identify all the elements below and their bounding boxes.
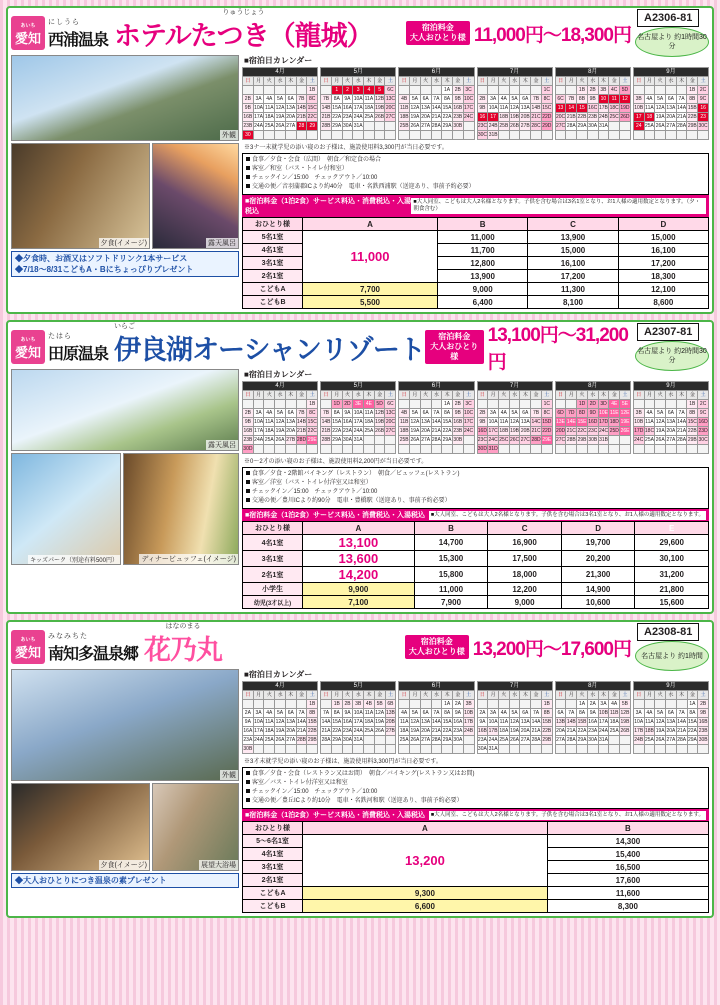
price-label: 宿泊料金 大人おひとり様 (425, 330, 484, 364)
table-row: 5名1室 11,000 11,000 13,900 15,000 (243, 231, 709, 244)
table-row: 4名1室 11,700 15,000 16,100 (243, 244, 709, 257)
prefecture-badge: あいち 愛知 (11, 16, 45, 50)
price-block (425, 320, 631, 374)
hotel-name-box: りゅうじょう ホテルたつき（龍城） (114, 8, 373, 51)
prefecture-badge: あいち 愛知 (11, 330, 45, 364)
calendar-august: 8月 日 月 火 水 木 金 土 1A 2A 3A 4A 5B 6A 7A 8A 9A 10B 11B 12B 13B 14B 15B 16A 17A 18A 19B 20A 21A 22A 23A 24A 25A 26B 27A 28A 29A 30A 31A (555, 681, 631, 754)
calendar-september: 9月 日 月 火 水 木 金 土 1B 2C 3B 4A 5A 6A 7A 8B 9C 10B 11A 12A 13A 14A 15B 16 17 18 19A 20A 21A 22B 23 24 25A 26A 27A 28A 29B 30C (633, 67, 709, 140)
price-range: 13,100円〜31,200円 (487, 325, 628, 373)
calendar-may: 5月 日 月 火 水 木 金 土 1D 2D 3E 4E 5D 6C 7B 8A 9A 10A 11A 12B 13C 14B 15A 16A 17A 18A 19B 20C 21B 22A 23A 24A 25A 26B 27C 28B 29A 30A 31A (320, 381, 396, 454)
access-bubble: 名古屋より 約1時間30分 (635, 27, 709, 57)
price-range: 13,200円〜17,600円 (472, 638, 631, 660)
photo-dinner: 夕食(イメージ) (11, 783, 150, 871)
table-row: 2名1室 17,600 (243, 874, 709, 887)
photo-grid-1 (11, 143, 239, 249)
calendar-april: 4月 日 月 火 水 木 金 土 1B 2B 3A 4A 5A 6A 7B 8C 9B 10A 11A 12A 13A 14B 15C 16B 17A 18A 19A 20A 21B 22C 23B 24A 25A 26A 27B 28D 29E 30D (243, 383, 317, 452)
photo-exterior: 外観 (11, 669, 239, 781)
calendar-august: 8月 日 月 火 水 木 金 土 1D 2D 3D 4E 5E 6D 7D 8D 9D 10E 11E 12E 13E 14E 15E 16D 17D 18D 19E 20D 21C 22C 23C 24C 25D 26E 27C 28B 29B 30B 31B (555, 381, 631, 454)
price-range: 11,000円〜18,300円 (473, 24, 631, 46)
facility-info: 食事／夕食・会食（広間） 朝食／和定食の場合 客室／和室（バス・トイレ付和室） チェックイン／15:00 チェックアウト／10:00 交通の便／音羽蒲郡ICより約40分 電車・名鉄西浦駅（送迎あり、事前予約必要） (242, 153, 709, 195)
plan-code: A2306-81 (637, 9, 699, 27)
access-bubble: 名古屋より 約1時間 (635, 641, 709, 671)
table-row: 2名1室 14,200 15,800 18,000 21,300 31,200 (243, 567, 709, 583)
calendar-july: 7月 日 月 火 水 木 金 土 1C 2B 3A 4A 5A 6A 7B 8C 9B 10A 11A 12A 13A 14C 15D 16D 17C 18B 19B 20B 21C 22D 23C 24C 25C 26C 27C 28D 29E 30D 31D (477, 383, 552, 452)
calendar-june: 6月 日 月 火 水 木 金 土 1A 2B 3C 4B 5A 6A 7A 8A 9B 10C 11B 12A 13A 14A 15A 16B 17C 18B 19A 20A 21A 22A 23B 24C 25B 26A 27A 28A 29A 30B (398, 67, 474, 140)
rate-header: ■宿泊料金（1泊2食）サービス料込・消費税込・入湯税込 ■大人同室、こどもは大人2名様となります。子供を含む場合は3名1室となり、お1人様の適用数定となります。 (242, 509, 709, 521)
prefecture-badge: あいち 愛知 (11, 630, 45, 664)
calendar-july: 7月 日 月 火 水 木 金 土 1B 2A 3A 4A 5A 6A 7A 8B 9A 10A 11A 12A 13A 14A 15B 16B 17B 18A 19A 20A 21A 22B 23A 24A 25A 26A 27A 28A 29B 30A 31A (477, 683, 552, 752)
calendar-august: 8月 日 月 火 水 木 金 土 1B 2B 3B 4C 5D 6C 7B 8B 9B 10 11 12 13 14 15 16C 17B 18C 19D 20C 21B 22B 23B 24B 25C 26D 27C 28A 29A 30A 31A (555, 67, 631, 140)
onsen-name: にしうら 西浦温泉 (48, 18, 109, 49)
calendar-row-2 (242, 381, 709, 454)
header-right (631, 623, 709, 671)
table-row: 3名1室 13,600 15,300 17,500 20,200 30,100 (243, 551, 709, 567)
photo-grid-3 (11, 783, 239, 871)
hotel-name-box: いらご 伊良湖オーシャンリゾート (114, 322, 425, 365)
photo-openair-bath: 露天風呂 (152, 143, 239, 249)
hotel-card-2 (6, 320, 714, 614)
hotel-body-1 (11, 55, 709, 309)
table-row: 4名1室 13,100 14,700 16,900 19,700 29,600 (243, 535, 709, 551)
right-column-2 (242, 369, 709, 609)
hotel-header-2 (11, 322, 709, 373)
photo-kids-park: キッズパーク（別途有料500円） (11, 453, 121, 565)
header-right (631, 323, 709, 371)
right-column-3 (242, 669, 709, 913)
table-row: こどもB 5,500 6,400 8,100 8,600 (243, 296, 709, 309)
hotel-name: 花乃丸 (144, 634, 223, 665)
calendar-row-3 (242, 681, 709, 754)
hotel-name: ホテルたつき（龍城） (114, 20, 373, 51)
hotel-header-3 (11, 622, 709, 669)
calendar-september: 9月 日 月 火 水 木 金 土 1A 2B 3A 4A 5A 6A 7A 8A 9B 10A 11A 12A 13A 14A 15A 16B 17B 18B 19A 20A 21A 22A 23B 24B 25A 26A 27A 28A 29A 30B (633, 681, 709, 754)
hotel-name: 伊良湖オーシャンリゾート (114, 334, 425, 365)
hotel-body-2 (11, 369, 709, 609)
onsen-name: みなみちた 南知多温泉郷 (48, 632, 139, 663)
calendar-june: 6月 日 月 火 水 木 金 土 1A 2B 3C 4B 5A 6A 7A 8A 9B 10C 11B 12A 13A 14A 15A 16B 17C 18B 19A 20A 21A 22A 23B 24C 25B 26A 27A 28A 29A 30B (398, 381, 474, 454)
calendar-title: ■宿泊日カレンダー (244, 370, 313, 379)
left-column-3 (11, 669, 239, 913)
calendar-april: 4月 日 月 火 水 木 金 土 1B 2B 3A 4A 5A 6A 7B 8C 9B 10A 11A 12A 13A 14B 15C 16B 17A 18A 19A 20A 21B 22C 23B 24A 25A 26A 27A 28 29 30 (243, 69, 317, 138)
calendar-note: ※3ナ一未就学児の添い寝のお子様は、施設使用料3,300円が当日必要です。 (244, 145, 448, 151)
facility-info: 食事／夕食・会食（レストラン又はお間） 朝食／バイキング(レストラン又はお間) 客室／バス・トイレ付洋室又は和室 チェックイン／15:00 チェックアウト／10:00 交通の便／豊丘ICより約10分 電車・名鉄河和駅（送迎あり、事前予約必要） (242, 767, 709, 809)
calendar-row-1 (242, 67, 709, 140)
bonus-note-3: ◆大人おひとりにつき温泉の素プレゼント (11, 873, 239, 888)
left-column-2 (11, 369, 239, 609)
calendar-title: ■宿泊日カレンダー (244, 56, 313, 65)
calendar-title: ■宿泊日カレンダー (244, 670, 313, 679)
price-block (405, 634, 631, 661)
calendar-note: ※3才未就学児の添い寝のお子様は、施設使用料3,300円が当日必要です。 (244, 759, 442, 765)
photo-openair-bath: 露天風呂 (11, 369, 239, 451)
table-row: 2名1室 13,900 17,200 18,300 (243, 270, 709, 283)
price-label: 宿泊料金 大人おひとり様 (406, 21, 470, 45)
photo-observation-bath: 展望大浴場 (152, 783, 239, 871)
bonus-note-1: ◆夕食時、お酒又はソフトドリンク1本サービス ◆7/18〜8/31こどもA・Bにちょっぴりプレゼント (11, 251, 239, 277)
price-block (406, 20, 631, 47)
onsen-name: たはら 田原温泉 (48, 332, 109, 363)
rate-header: ■宿泊料金（1泊2食）サービス料込・消費税込・入湯税込 ■大人同室、こどもは大人2名様となります。子供を含む場合は3名1室となり、お1人様の適用数定となります。（夕・朝食含む） (242, 195, 709, 217)
table-row: 幼児(3才以上) 7,100 7,900 9,000 10,600 15,600 (243, 596, 709, 609)
access-bubble: 名古屋より 約2時間30分 (635, 341, 709, 371)
table-row: 5〜6名1室 13,200 14,300 (243, 835, 709, 848)
hotel-name-box: はなのまる 花乃丸 (144, 622, 223, 665)
header-right (631, 9, 709, 57)
photo-grid-2 (11, 453, 239, 565)
calendar-note: ※0〜2才の添い寝のお子様は、施設使用料2,200円が当日必要です。 (244, 459, 428, 465)
table-row: 3名1室 12,800 16,100 17,200 (243, 257, 709, 270)
photo-dinner-buffet: ディナービュッフェ(イメージ) (123, 453, 239, 565)
table-row: 小学生 9,900 11,000 12,200 14,900 21,800 (243, 583, 709, 596)
table-row: こどもA 7,700 9,000 11,300 12,100 (243, 283, 709, 296)
photo-dinner: 夕食(イメージ) (11, 143, 150, 249)
calendar-may: 5月 日 月 火 水 木 金 土 1B 2B 3B 4B 5B 6B 7A 8A 9A 10A 11A 12A 13B 14A 15A 16A 17A 18A 19A 20B 21A 22A 23A 24A 25A 26A 27B 28A 29A 30A 31A (320, 681, 396, 754)
rate-table-3: おひとり様 A B 5〜6名1室 13,200 14,300 4名1室 15,400 3名1室 16,500 2名1室 17,600 こどもA 9,300 11,600 こどもB 6,600 8,300 (242, 821, 709, 913)
calendar-may: 5月 日 月 火 水 木 金 土 1 2 3 4 5 6C 7B 8A 9A 10A 11A 12B 13C 14B 15A 16A 17A 18A 19B 20C 21B 22A 23A 24A 25A 26B 27C 28B 29A 30A 31A (320, 67, 396, 140)
left-column-1 (11, 55, 239, 309)
calendar-april: 4月 日 月 火 水 木 金 土 1B 2A 3A 4A 5A 6A 7A 8B 9A 10A 11A 12A 13A 14A 15B 16A 17A 18A 19A 20A 21A 22B 23A 24A 25A 26A 27A 28B 29B 30B (243, 683, 317, 752)
hotel-body-3 (11, 669, 709, 913)
rate-table-2: おひとり様 A B C D E 4名1室 13,100 14,700 16,900 19,700 29,600 3名1室 13,600 15,300 17,500 20,200 30,100 2名1室 14,200 15,800 18,000 21,300 31,200 小学生 9,900 11,000 12,200 14,900 21,800 幼児(3才以上) 7,100 7,900 9,000 10,600 15,600 (242, 521, 709, 609)
right-column-1 (242, 55, 709, 309)
photo-exterior: 外観 (11, 55, 239, 141)
plan-code: A2308-81 (637, 623, 699, 641)
hotel-header-1 (11, 8, 709, 55)
calendar-june: 6月 日 月 火 水 木 金 土 1A 2A 3B 4A 5A 6A 7A 8A 9A 10B 11A 12A 13A 14A 15A 16A 17B 18A 19A 20A 21A 22A 23A 24B 25A 26A 27A 28A 29A 30A (398, 681, 474, 754)
plan-code: A2307-81 (637, 323, 699, 341)
table-row: 3名1室 16,500 (243, 861, 709, 874)
facility-info: 食事／夕食・2階館バイキング（レストラン） 朝食／ビュッフェ(レストラン) 客室／洋室（バス・トイレ付洋室又は和室） チェックイン／15:00 チェックアウト／10:00 交通の便／豊川ICより約90分 電車・豊橋駅（送迎あり、事前予約必要） (242, 467, 709, 509)
table-row: こどもA 9,300 11,600 (243, 887, 709, 900)
hotel-card-1 (6, 6, 714, 314)
table-row: こどもB 6,600 8,300 (243, 900, 709, 913)
calendar-september: 9月 日 月 火 水 木 金 土 1B 2C 3B 4A 5A 6A 7A 8B 9C 10B 11A 12A 13A 14A 15C 16D 17D 18C 19A 20A 21A 22B 23D 24C 25A 26A 27A 28A 29B 30C (633, 381, 709, 454)
calendar-july: 7月 日 月 火 水 木 金 土 1C 2B 3A 4A 5A 6A 7B 8C 9B 10A 11A 12A 13A 14B 15C 16 17 18B 19B 20B 21C 22D 23C 24B 25B 26B 27B 28C 29D 30C 31B (477, 69, 552, 138)
rate-header: ■宿泊料金（1泊2食）サービス料込・消費税込・入湯税込 ■大人同室、こどもは大人2名様となります。子供を含む場合は3名1室となり、お1人様の適用数定となります。 (242, 809, 709, 821)
rate-table-1: おひとり様 A B C D 5名1室 11,000 11,000 13,900 15,000 4名1室 11,700 15,000 16,100 3名1室 12,800 16,100 17,200 2名1室 13,900 17,200 18,300 こどもA 7,700 9,000 11,300 12,100 こどもB 5,500 6,400 8,100 8,600 (242, 217, 709, 309)
price-label: 宿泊料金 大人おひとり様 (405, 635, 469, 659)
table-row: 4名1室 15,400 (243, 848, 709, 861)
hotel-card-3 (6, 620, 714, 918)
